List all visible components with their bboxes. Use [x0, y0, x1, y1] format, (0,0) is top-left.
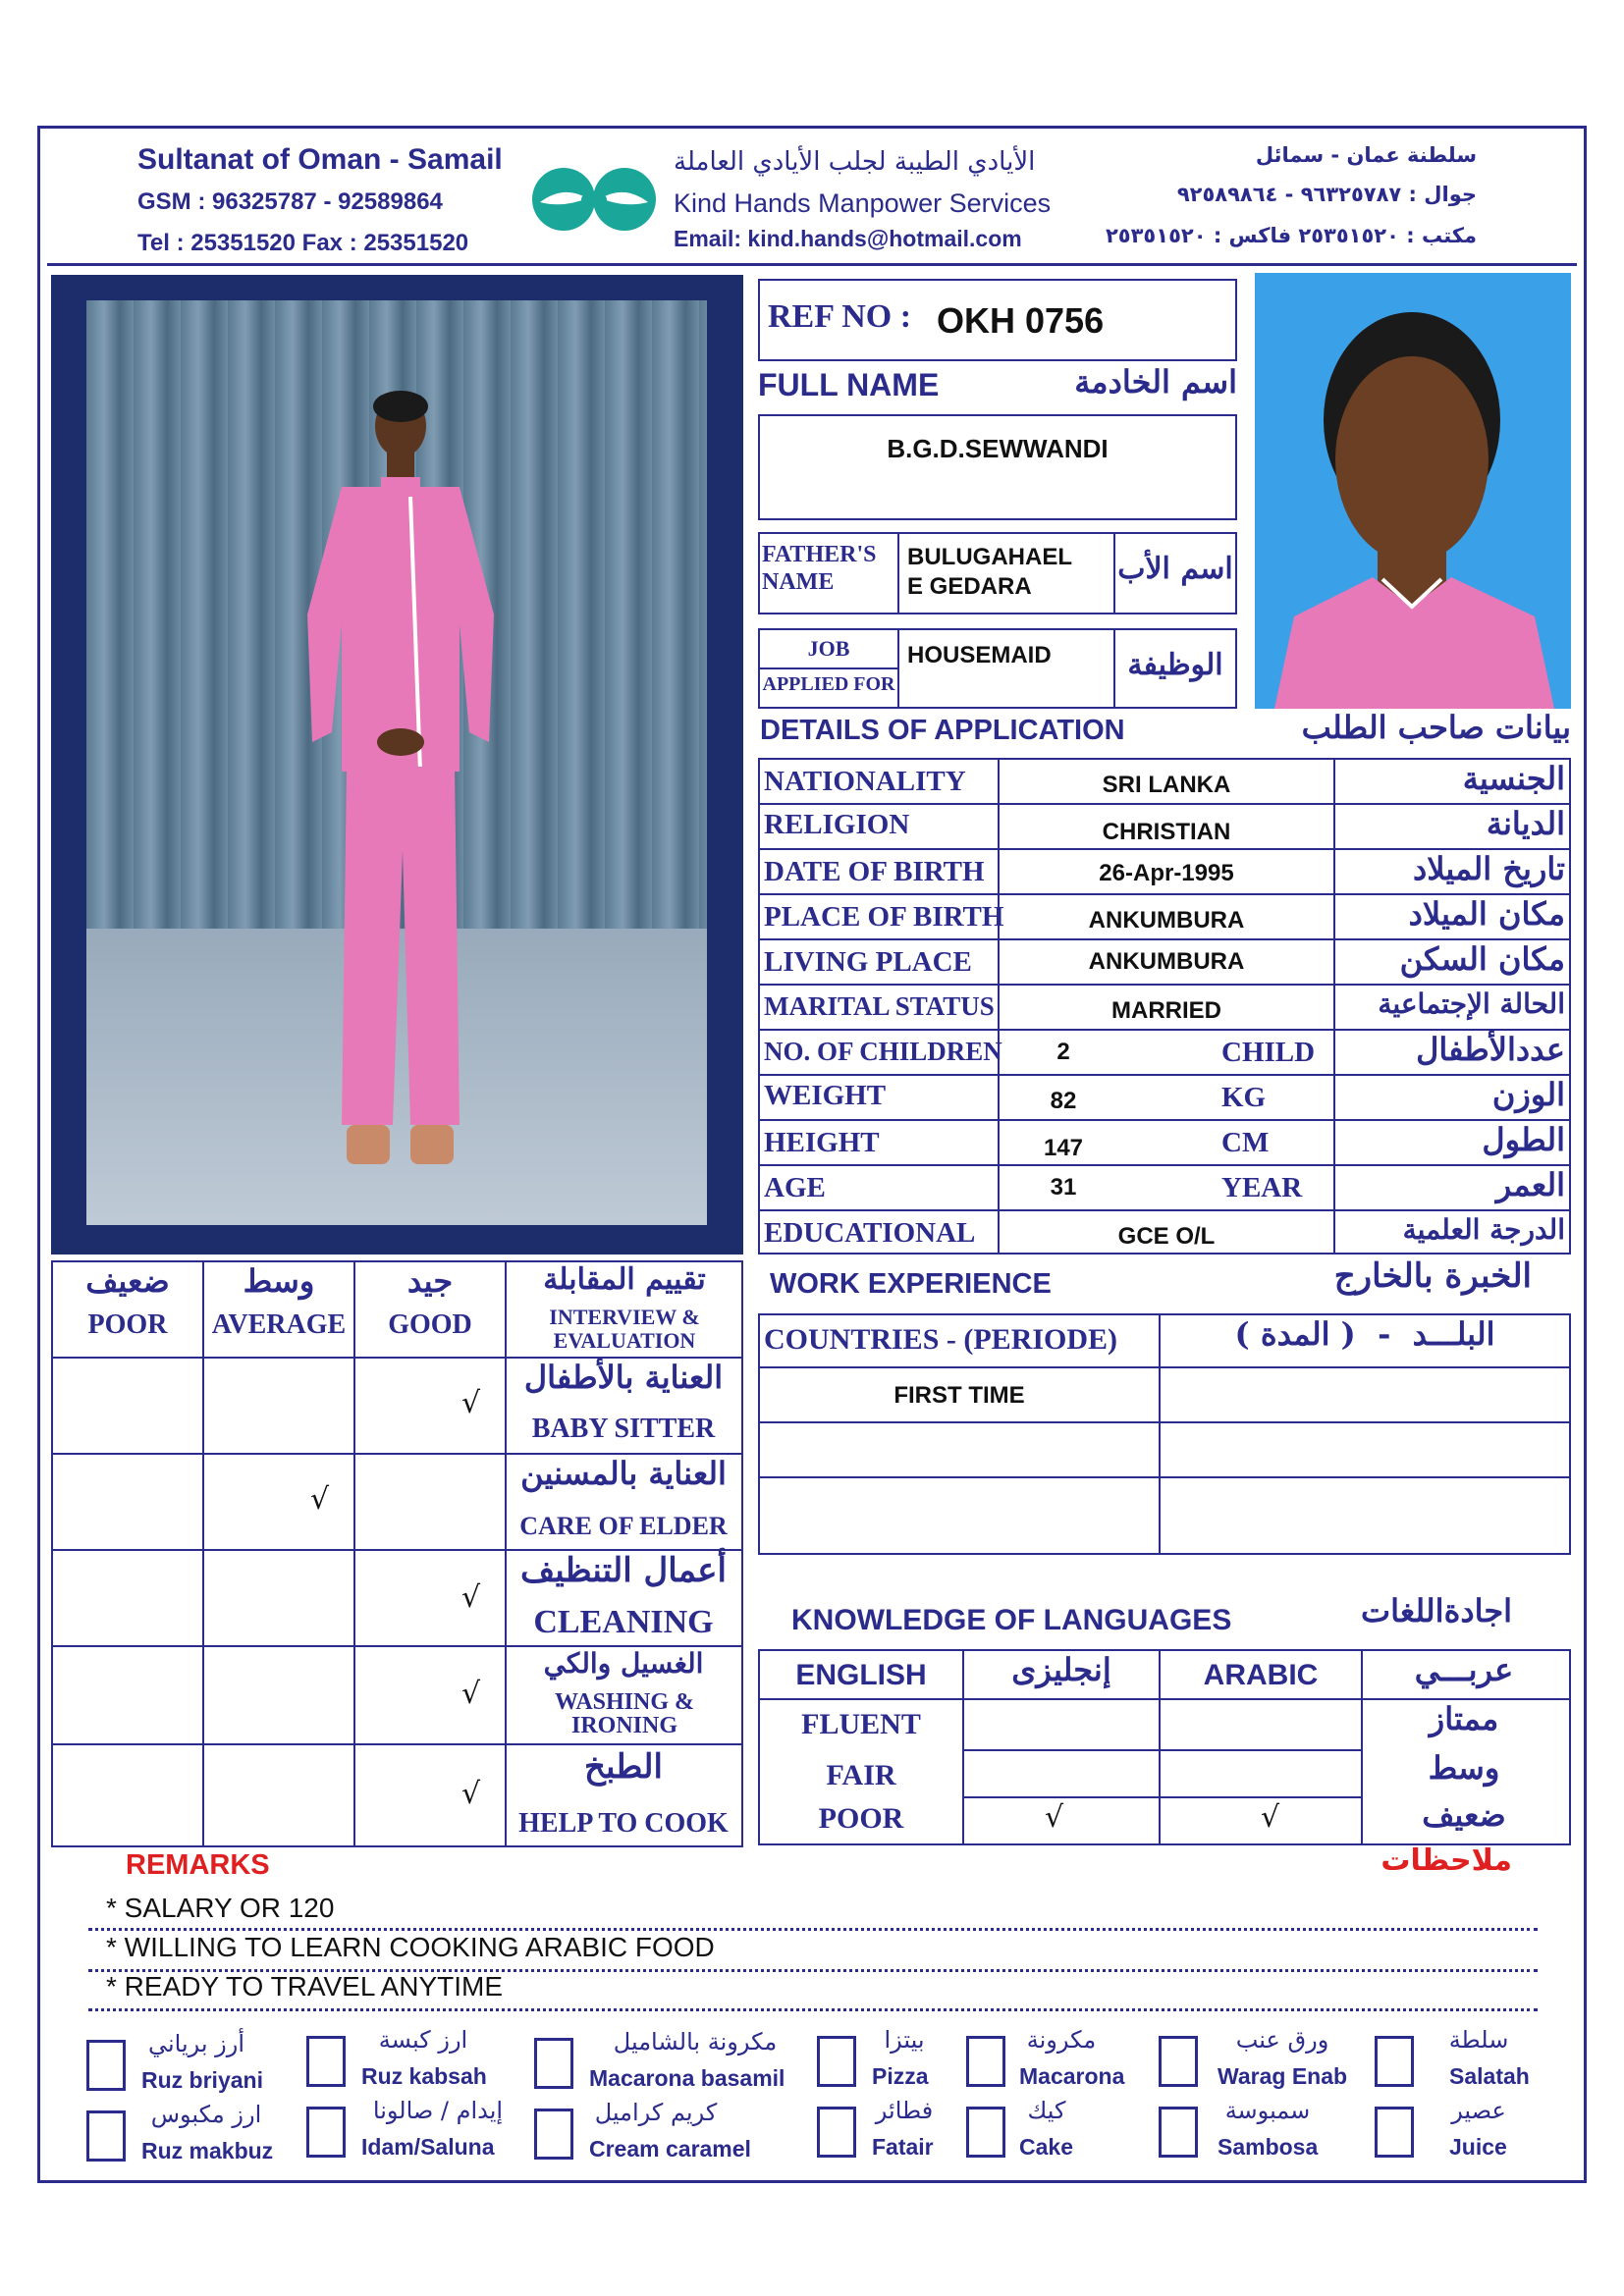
work-title-ar: الخبرة بالخارج: [1333, 1256, 1532, 1296]
eval-skill: BABY SITTER: [531, 1414, 716, 1444]
details-row: [760, 940, 1569, 986]
food-label: Cream caramel: [589, 2136, 751, 2162]
details-value: 2: [1056, 1039, 1070, 1065]
details-row: [760, 760, 1569, 805]
remark-divider: [88, 1928, 1538, 1931]
food-label: Macarona: [1019, 2063, 1125, 2089]
job-label-2: APPLIED FOR: [762, 673, 895, 695]
details-row: [760, 1211, 1569, 1256]
work-title: WORK EXPERIENCE: [770, 1268, 1052, 1300]
food-label: Warag Enab: [1218, 2063, 1348, 2089]
lang-level-ar: ضعيف: [1422, 1796, 1506, 1834]
food-label: Pizza: [872, 2063, 929, 2089]
eval-header-interview: INTERVIEW & EVALUATION: [549, 1305, 700, 1353]
details-label-ar: تاريخ الميلاد: [1413, 850, 1565, 887]
eval-mark: √: [310, 1482, 330, 1517]
food-label-ar: كيك: [1027, 2097, 1066, 2124]
food-label-ar: أرز برياني: [147, 2030, 245, 2057]
father-label-ar: اسم الأب: [1117, 552, 1233, 586]
eval-skill-ar: الطبخ: [584, 1747, 663, 1787]
food-checkbox[interactable]: [1159, 2036, 1198, 2087]
food-label: Idam/Saluna: [361, 2134, 495, 2160]
details-label: PLACE OF BIRTH: [764, 901, 1004, 933]
eval-skill: HELP TO COOK: [518, 1808, 729, 1839]
eval-row-washing: [53, 1647, 741, 1743]
lang-arabic-poor-mark: √: [1261, 1800, 1280, 1835]
details-row: [760, 1121, 1569, 1166]
languages-title: KNOWLEDGE OF LANGUAGES: [791, 1604, 1232, 1636]
details-label-ar: الديانة: [1486, 805, 1565, 842]
details-row: [760, 805, 1569, 850]
father-name-box: [758, 532, 1237, 614]
details-label-ar: الطول: [1482, 1121, 1565, 1158]
details-unit: KG: [1221, 1082, 1267, 1113]
header-tel: Tel : 25351520 Fax : 25351520: [137, 230, 469, 256]
food-label: Salatah: [1449, 2063, 1530, 2089]
food-label: Ruz kabsah: [361, 2063, 487, 2089]
food-label: Macarona basamil: [589, 2065, 785, 2091]
food-checkbox[interactable]: [534, 2038, 573, 2089]
details-value: SRI LANKA: [1102, 772, 1231, 798]
company-email: Email: kind.hands@hotmail.com: [674, 226, 1022, 251]
full-name-label: FULL NAME: [758, 367, 940, 402]
food-checkbox[interactable]: [1375, 2107, 1414, 2158]
food-label-ar: ارز كبسة: [378, 2026, 468, 2054]
eval-row-cleaning: [53, 1551, 741, 1645]
details-value: CHRISTIAN: [1102, 819, 1231, 845]
details-label: WEIGHT: [764, 1080, 887, 1111]
eval-row-baby-sitter: [53, 1359, 741, 1453]
lang-english: ENGLISH: [795, 1659, 927, 1691]
eval-skill: CARE OF ELDER: [519, 1512, 728, 1540]
job-box: [758, 628, 1237, 709]
company-name-ar: الأيادي الطيبة لجلب الأيادي العاملة: [674, 147, 1036, 177]
company-logo: [530, 165, 658, 234]
details-value: ANKUMBURA: [1088, 907, 1245, 934]
header-location-ar: سلطنة عمان - سمائل: [1255, 143, 1477, 167]
details-label-ar: مكان الميلاد: [1408, 895, 1565, 933]
details-label-ar: الجنسية: [1462, 760, 1565, 797]
food-checkbox[interactable]: [966, 2107, 1005, 2158]
details-value: MARRIED: [1111, 997, 1221, 1024]
languages-table: [758, 1649, 1571, 1845]
food-checkbox[interactable]: [1159, 2107, 1198, 2158]
lang-english-ar: إنجليزى: [1011, 1651, 1111, 1688]
eval-header-poor: POOR: [87, 1309, 168, 1340]
remark-line: * READY TO TRAVEL ANYTIME: [106, 1971, 504, 2002]
work-col-countries: COUNTRIES - (PERIODE): [764, 1323, 1118, 1356]
food-checkbox[interactable]: [86, 2040, 126, 2091]
food-label-ar: بيتزا: [884, 2026, 925, 2054]
details-label: DATE OF BIRTH: [764, 856, 985, 887]
eval-header-good-ar: جيد: [406, 1262, 454, 1300]
details-value: ANKUMBURA: [1088, 948, 1245, 975]
details-value: 147: [1043, 1135, 1084, 1161]
details-title-ar: بيانات صاحب الطلب: [1301, 709, 1571, 746]
food-checkbox[interactable]: [817, 2107, 856, 2158]
remarks-title-ar: ملاحظات: [1380, 1843, 1512, 1878]
lang-level: FAIR: [826, 1759, 896, 1791]
eval-skill-ar: العناية بالمسنين: [520, 1455, 727, 1492]
details-value: 26-Apr-1995: [1099, 860, 1234, 886]
details-label: NO. OF CHILDREN: [764, 1037, 1002, 1066]
details-row: [760, 1031, 1569, 1076]
food-checkbox[interactable]: [1375, 2036, 1414, 2087]
lang-arabic-ar: عربـــي: [1414, 1651, 1514, 1688]
details-label-ar: العمر: [1495, 1166, 1565, 1203]
details-label-ar: الوزن: [1491, 1076, 1565, 1113]
details-row: [760, 986, 1569, 1031]
languages-title-ar: اجادةاللغات: [1361, 1592, 1512, 1629]
food-label: Fatair: [872, 2134, 934, 2160]
eval-skill-ar: العناية بالأطفال: [523, 1359, 724, 1396]
job-value: HOUSEMAID: [907, 642, 1052, 668]
food-label-ar: ارز مكبوس: [150, 2101, 262, 2128]
details-row: [760, 1166, 1569, 1211]
eval-header-good: GOOD: [388, 1309, 472, 1340]
food-checkbox[interactable]: [306, 2036, 346, 2087]
lang-level: FLUENT: [801, 1708, 921, 1740]
details-table: [758, 758, 1571, 1255]
work-table: [758, 1313, 1571, 1555]
father-value-2: E GEDARA: [907, 573, 1032, 600]
header-divider: [47, 263, 1577, 266]
food-label-ar: فطائر: [875, 2097, 934, 2124]
details-label: HEIGHT: [764, 1127, 880, 1158]
lang-english-poor-mark: √: [1045, 1800, 1064, 1835]
food-label: Cake: [1019, 2134, 1073, 2160]
eval-skill: CLEANING: [533, 1604, 714, 1640]
details-label: LIVING PLACE: [764, 946, 972, 978]
details-row: [760, 1076, 1569, 1121]
lang-arabic: ARABIC: [1203, 1659, 1319, 1691]
job-label-1: JOB: [807, 636, 850, 661]
details-row: [760, 850, 1569, 895]
ref-value: OKH 0756: [937, 300, 1105, 341]
headshot-photo: [1255, 273, 1571, 709]
details-value: 82: [1050, 1088, 1077, 1114]
food-checkbox[interactable]: [534, 2109, 573, 2160]
eval-skill-ar: أعمال التنظيف: [520, 1551, 727, 1590]
details-label-ar: الدرجة العلمية: [1402, 1213, 1565, 1246]
details-value: GCE O/L: [1117, 1223, 1216, 1250]
food-checkbox[interactable]: [817, 2036, 856, 2087]
details-label: EDUCATIONAL: [764, 1217, 976, 1249]
food-checkbox[interactable]: [306, 2107, 346, 2158]
details-unit: YEAR: [1221, 1172, 1303, 1203]
lang-level-ar: وسط: [1428, 1749, 1500, 1787]
remark-line: * WILLING TO LEARN COOKING ARABIC FOOD: [106, 1932, 715, 1962]
work-col-ar: البلـــد - ( المدة ): [1234, 1315, 1495, 1353]
details-label: NATIONALITY: [764, 766, 966, 797]
food-label-ar: مكرونة بالشاميل: [613, 2028, 778, 2056]
food-label: Sambosa: [1218, 2134, 1319, 2160]
food-label-ar: سلطة: [1448, 2026, 1509, 2054]
details-label: AGE: [764, 1172, 826, 1203]
header-location: Sultanat of Oman - Samail: [137, 143, 503, 176]
details-row: [760, 895, 1569, 940]
remarks-title: REMARKS: [126, 1849, 270, 1881]
eval-row-help-to-cook: [53, 1745, 741, 1845]
eval-mark: √: [461, 1386, 481, 1420]
eval-header-poor-ar: ضعيف: [85, 1262, 170, 1300]
father-label-1: FATHER'S: [762, 542, 877, 567]
ref-number-box: [758, 279, 1237, 361]
eval-skill: WASHING & IRONING: [554, 1689, 695, 1738]
details-label: MARITAL STATUS: [764, 991, 995, 1021]
details-label-ar: الحالة الإجتماعية: [1378, 988, 1565, 1020]
lang-level-ar: ممتاز: [1429, 1700, 1499, 1737]
full-body-photo-frame: [51, 275, 743, 1255]
job-label-ar: الوظيفة: [1127, 648, 1223, 682]
details-unit: CHILD: [1221, 1037, 1316, 1068]
eval-mark: √: [461, 1677, 481, 1711]
ref-label: REF NO :: [768, 298, 912, 335]
eval-skill-ar: الغسيل والكي: [543, 1647, 704, 1680]
food-label-ar: ورق عنب: [1235, 2026, 1329, 2054]
details-label-ar: عددالأطفال: [1416, 1031, 1565, 1068]
details-label: RELIGION: [764, 809, 910, 840]
full-name-value: B.G.D.SEWWANDI: [887, 434, 1109, 463]
header-mobile-ar: جوال : ٩٦٣٢٥٧٨٧ - ٩٢٥٨٩٨٦٤: [1176, 183, 1477, 206]
food-label: Juice: [1449, 2134, 1507, 2160]
food-label-ar: مكرونة: [1026, 2026, 1097, 2054]
food-label-ar: عصير: [1451, 2097, 1506, 2124]
header-gsm: GSM : 96325787 - 92589864: [137, 188, 443, 215]
company-name-en: Kind Hands Manpower Services: [674, 188, 1052, 218]
details-unit: CM: [1221, 1127, 1270, 1158]
details-value: 31: [1050, 1174, 1077, 1201]
header-office-ar: مكتب : ٢٥٣٥١٥٢٠ فاكس : ٢٥٣٥١٥٢٠: [1105, 224, 1477, 247]
details-label-ar: مكان السكن: [1399, 940, 1565, 978]
eval-header-average-ar: وسط: [243, 1262, 315, 1300]
food-label-ar: إيدام / صالونا: [372, 2097, 504, 2124]
eval-header-average: AVERAGE: [211, 1309, 347, 1340]
eval-header-interview-ar: تقييم المقابلة: [543, 1262, 706, 1297]
food-checkbox[interactable]: [86, 2110, 126, 2162]
remark-line: * SALARY OR 120: [106, 1893, 335, 1923]
full-name-label-ar: اسم الخادمة: [1074, 363, 1237, 400]
eval-row-care-of-elder: [53, 1455, 741, 1549]
details-title: DETAILS OF APPLICATION: [760, 715, 1125, 746]
food-label-ar: كريم كراميل: [594, 2099, 718, 2126]
eval-mark: √: [461, 1580, 481, 1615]
full-name-box: [758, 414, 1237, 520]
father-label-2: NAME: [762, 569, 835, 595]
lang-level: POOR: [818, 1802, 904, 1835]
work-row: FIRST TIME: [893, 1382, 1025, 1409]
full-body-photo: [86, 300, 707, 1225]
remark-divider: [88, 2008, 1538, 2011]
eval-mark: √: [461, 1777, 481, 1811]
father-value-1: BULUGAHAEL: [907, 544, 1072, 570]
food-label: Ruz briyani: [141, 2067, 263, 2093]
food-label-ar: سمبوسة: [1224, 2097, 1311, 2124]
evaluation-table: [51, 1260, 743, 1847]
food-checkbox[interactable]: [966, 2036, 1005, 2087]
food-label: Ruz makbuz: [141, 2138, 274, 2163]
